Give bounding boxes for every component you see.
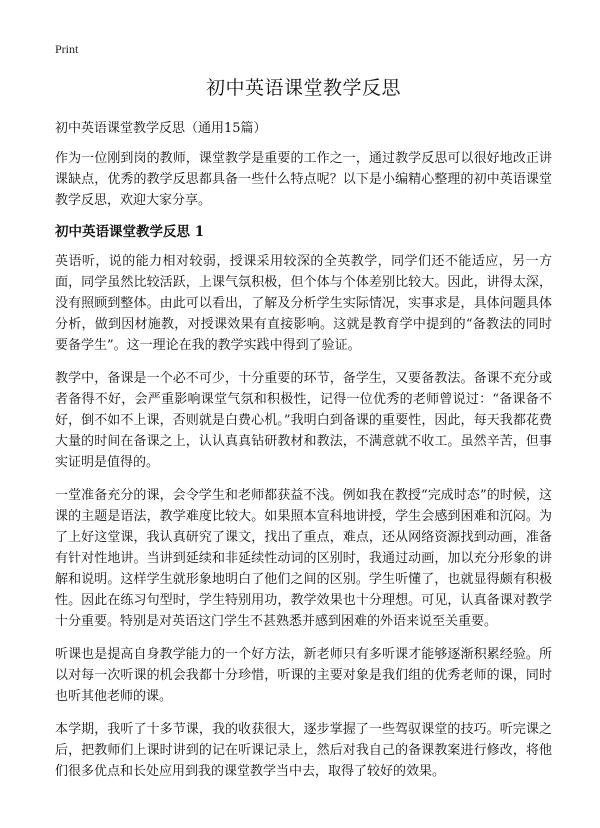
document-title: 初中英语课堂教学反思 (205, 77, 401, 99)
section-heading: 初中英语课堂教学反思 1 (55, 224, 205, 240)
body-paragraph: 一堂准备充分的课，会令学生和老师都获益不浅。例如我在教授“完成时态”的时候，这课的主题是语法，教学难度比较大。如果照本宣科地讲授，学生会感到困难和沉闷。为了上好这堂课，我认真研究了课文，找出了重点，难点，还从网络资源找到动画，准备有针对性地讲。当讲到延续和非延续性动词的区别时，我通过动画，加以充分形象的讲解和说明。这样学生就形象地明白了他们之间的区别。学生听懂了，也就显得颇有积极性。因此在练习句型时，学生特别用功，教学效果也十分理想。可见，认真备课对教学十分重要。特别是对英语这门学生不甚熟悉并感到困难的外语来说至关重要。 (55, 488, 552, 629)
body-paragraph: 教学中，备课是一个必不可少，十分重要的环节，备学生，又要备教法。备课不充分或者备得不好，会严重影响课堂气氛和积极性，记得一位优秀的老师曾说过：“备课备不好，倒不如不上课，否则就是白费心机。”我明白到备课的重要性，因此，每天我都花费大量的时间在备课之上，认认真真钻研教材和教法，不满意就不收工。虽然辛苦，但事实证明是值得的。 (55, 371, 552, 470)
print-link[interactable]: Print (55, 42, 79, 56)
document-subtitle: 初中英语课堂教学反思（通用15篇） (55, 121, 267, 136)
intro-paragraph: 作为一位刚到岗的教师，课堂教学是重要的工作之一，通过教学反思可以很好地改正讲课缺点，优秀的教学反思都具备一些什么特点呢？以下是小编精心整理的初中英语课堂教学反思，欢迎大家分享。 (55, 151, 552, 208)
body-paragraph: 本学期，我听了十多节课，我的收获很大，逐步掌握了一些驾驭课堂的技巧。听完课之后，把教师们上课时讲到的记在听课记录上，然后对我自己的备课教案进行修改，将他们很多优点和长处应用到我的课堂教学当中去，取得了较好的效果。 (55, 722, 552, 779)
body-paragraph: 听课也是提高自身教学能力的一个好方法，新老师只有多听课才能够逐渐积累经验。所以对每一次听课的机会我都十分珍惜，听课的主要对象是我们组的优秀老师的课，同时也听其他老师的课。 (55, 647, 552, 704)
body-paragraph: 英语听，说的能力相对较弱，授课采用较深的全英教学，同学们还不能适应，另一方面，同学虽然比较活跃，上课气氛积极，但个体与个体差别比较大。因此，讲得太深，没有照顾到整体。由此可以看出，了解及分析学生实际情况，实事求是，具体问题具体分析，做到因材施教，对授课效果有直接影响。这就是教育学中提到的“备教法的同时要备学生”。这一理论在我的教学实践中得到了验证。 (55, 254, 552, 353)
